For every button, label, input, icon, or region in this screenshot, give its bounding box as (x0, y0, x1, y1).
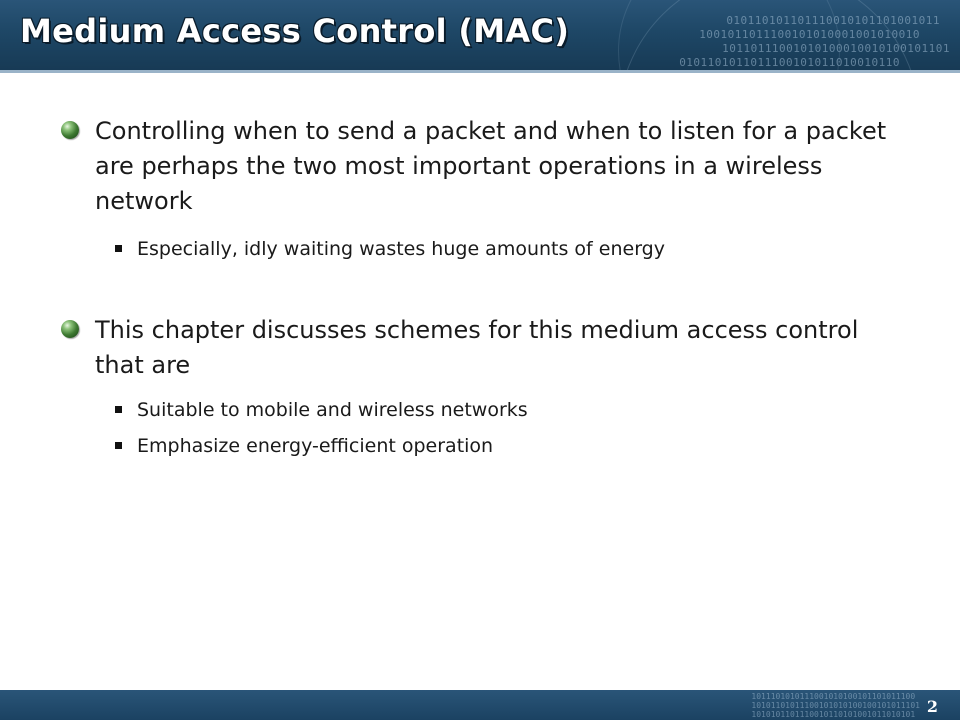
binary-text-row: 1001011011100101010001001010010 (699, 28, 920, 41)
sub-bullet-item (137, 433, 897, 459)
sub-bullet-item (137, 236, 897, 262)
square-bullet-icon (115, 245, 122, 252)
binary-text-row: 0101101011011100101011010010110 (679, 56, 900, 69)
slide-footer-bar (0, 690, 960, 720)
green-ball-bullet-icon (61, 320, 79, 338)
square-bullet-icon (115, 406, 122, 413)
sub-bullet-text: Emphasize energy-efficient operation (137, 435, 494, 457)
binary-text-row: 010110101101110010101101001011 (726, 14, 940, 27)
slide-title: Medium Access Control (MAC) (20, 12, 570, 50)
page-number: 2 (926, 697, 938, 716)
green-ball-bullet-icon (61, 121, 79, 139)
bullet-item (95, 313, 895, 383)
bullet-text: This chapter discusses schemes for this medium access control that are (95, 316, 859, 379)
binary-text-row: 1010101101110010110101001011010101 (751, 710, 916, 719)
binary-text-row: 1011101010111001010100101101011100 (751, 692, 916, 701)
square-bullet-icon (115, 442, 122, 449)
footer-binary-decoration (751, 692, 920, 719)
bullet-item (95, 114, 895, 219)
sub-bullet-text: Suitable to mobile and wireless networks (137, 399, 528, 421)
binary-text-row: 10101101011100101010100100101011101 (751, 701, 920, 710)
sub-bullet-text: Especially, idly waiting wastes huge amounts of energy (137, 238, 665, 260)
binary-text-row: 10110111001010100010010100101101 (722, 42, 950, 55)
bullet-text: Controlling when to send a packet and when to listen for a packet are perhaps the two most important operations in a wireless network (95, 117, 887, 215)
sub-bullet-item (137, 397, 897, 423)
